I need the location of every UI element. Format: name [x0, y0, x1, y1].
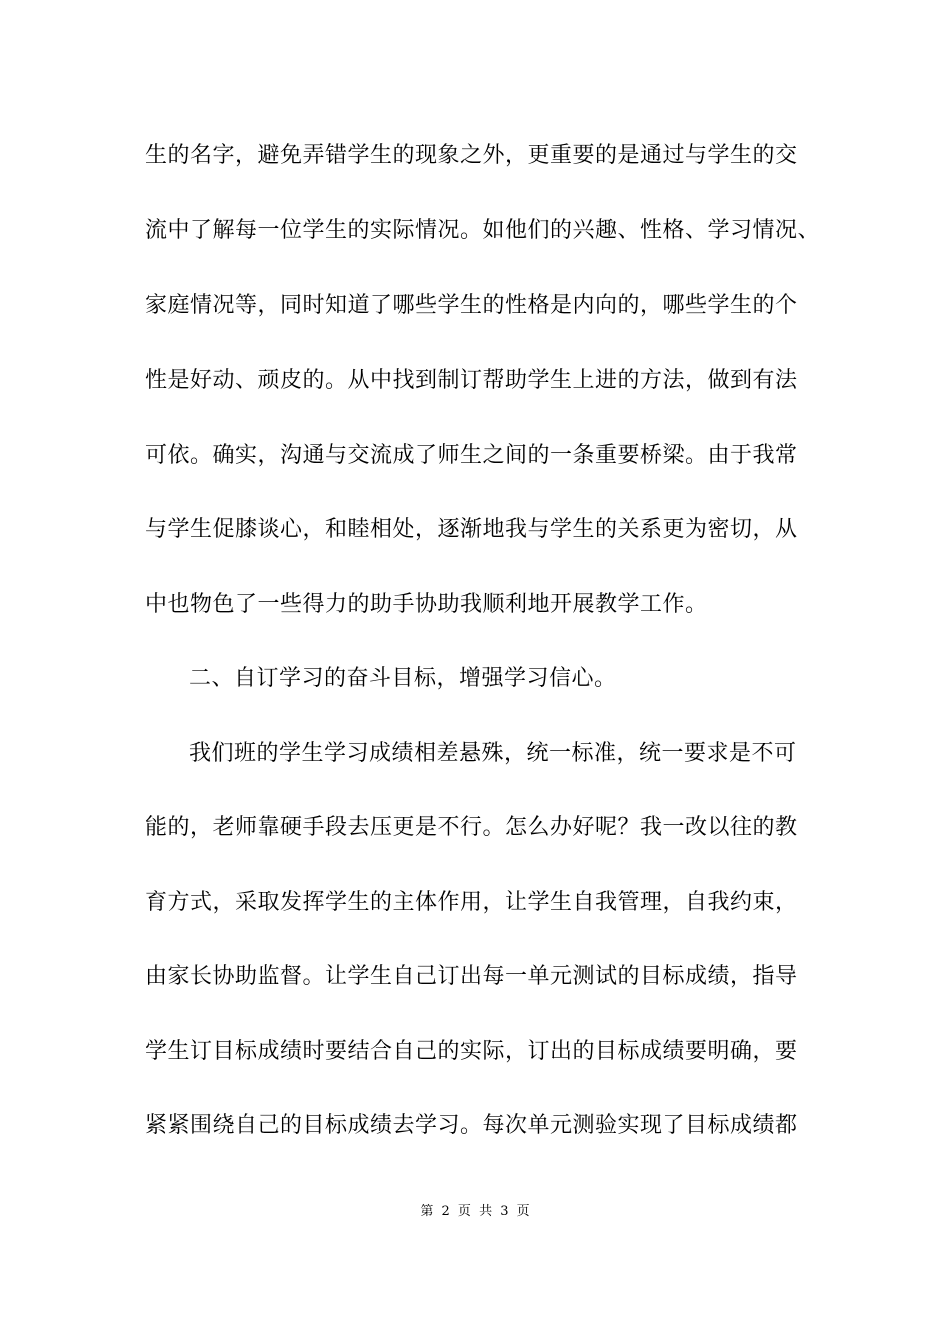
text-line: 能的，老师靠硬手段去压更是不行。怎么办好呢？我一改以往的教 [145, 815, 798, 840]
section-heading: 二、自订学习的奋斗目标，增强学习信心。 [189, 666, 617, 691]
footer-suffix: 页 [516, 1204, 530, 1219]
footer-prefix: 第 [420, 1204, 434, 1219]
text-line: 紧紧围绕自己的目标成绩去学习。每次单元测验实现了目标成绩都 [145, 1113, 798, 1138]
text-line: 学生订目标成绩时要结合自己的实际，订出的目标成绩要明确，要 [145, 1039, 798, 1064]
page-footer [0, 1203, 950, 1221]
footer-total-word: 共 [479, 1204, 493, 1219]
text-line: 家庭情况等，同时知道了哪些学生的性格是内向的，哪些学生的个 [145, 293, 798, 318]
text-line: 生的名字，避免弄错学生的现象之外，更重要的是通过与学生的交 [145, 143, 798, 168]
current-page-number: 2 [441, 1204, 450, 1219]
text-line: 育方式，采取发挥学生的主体作用，让学生自我管理，自我约束， [145, 890, 798, 915]
text-line: 可依。确实，沟通与交流成了师生之间的一条重要桥梁。由于我常 [145, 443, 798, 468]
paragraph-first-line: 我们班的学生学习成绩相差悬殊，统一标准，统一要求是不可 [189, 741, 797, 766]
text-line: 由家长协助监督。让学生自己订出每一单元测试的目标成绩，指导 [145, 964, 798, 989]
text-line: 与学生促膝谈心，和睦相处，逐渐地我与学生的关系更为密切，从 [145, 517, 798, 542]
footer-page-word: 页 [457, 1204, 471, 1219]
text-line: 流中了解每一位学生的实际情况。如他们的兴趣、性格、学习情况、 [145, 218, 821, 243]
text-line: 性是好动、顽皮的。从中找到制订帮助学生上进的方法，做到有法 [145, 368, 798, 393]
text-line: 中也物色了一些得力的助手协助我顺利地开展教学工作。 [145, 592, 708, 617]
total-pages-number: 3 [500, 1204, 509, 1219]
